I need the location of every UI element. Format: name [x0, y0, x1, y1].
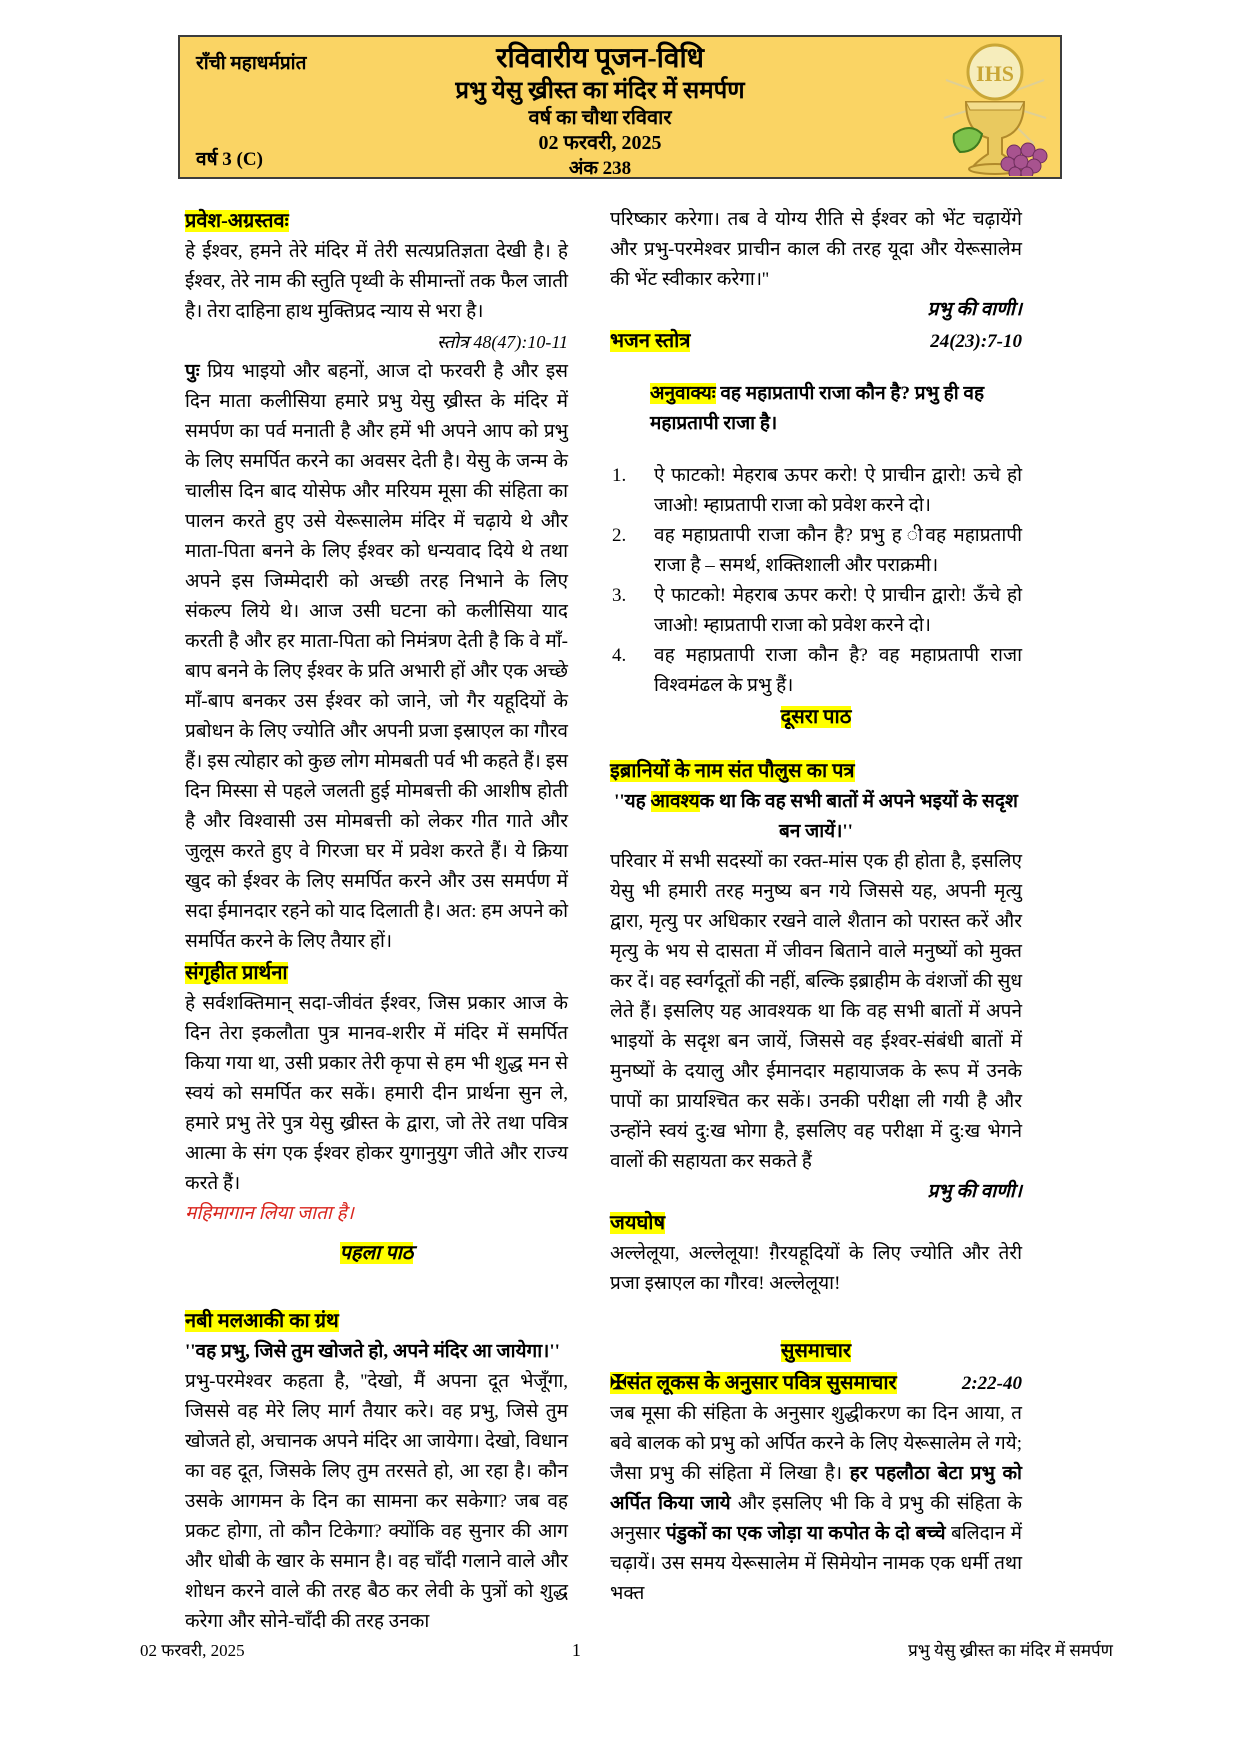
body-columns: [185, 205, 1022, 1637]
right-column: [610, 205, 1022, 1637]
footer-date: 02 फरवरी, 2025: [140, 1641, 245, 1660]
cross-icon: ✠: [610, 1372, 627, 1394]
gospel-segment: और इसलिए भी कि वे प्रभु की संहिता के अनुसार: [610, 1493, 1022, 1544]
page-footer: [140, 1638, 1113, 1661]
gospel-source: ✠संत लूकस के अनुसार पवित्र सुसमाचार: [610, 1372, 897, 1394]
masthead: [178, 35, 1062, 179]
entrance-antiphon-heading: प्रवेश-अग्रस्तवः: [185, 210, 289, 232]
first-reading-continuation: परिष्कार करेगा। तब वे योग्य रीति से ईश्वर को भेंट चढ़ायेंगे और प्रभु-परमेश्वर प्राचीन काल की तरह यूदा और येरूसालेम की भेंट स्वीकार करेगा।'': [610, 209, 1022, 290]
psalm-reference: 24(23):7-10: [930, 331, 1022, 352]
acclamation-heading: जयघोष: [610, 1212, 665, 1234]
feast-title: प्रभु येसु ख्रीस्त का मंदिर में समर्पण: [455, 78, 745, 104]
psalm-antiphon: अनुवाक्यः वह महाप्रतापी राजा कौन है? प्रभु ही वह महाप्रतापी राजा है।: [650, 383, 985, 434]
first-reading-source: नबी मलआकी का ग्रंथ: [185, 1310, 339, 1332]
gospel-segment-bold: हर पहलौठा बेटा प्रभु को अर्पित किया जाये: [610, 1463, 1022, 1514]
page-number: 1: [571, 1640, 581, 1660]
first-reading-text: प्रभु-परमेश्वर कहता है, ''देखो, मैं अपना दूत भेजूँगा, जिससे वह मेरे लिए मार्ग तैयार करे। वह प्रभु, जिसे तुम खोजते हो, अचानक अपने मंदिर आ जायेगा। देखो, विधान का वह दूत, जिसके लिए तुम तरसते हो, आ रहा है। कौन उसके आगमन के दिन का सामना कर सकेगा? जब वह प्रकट होगा, तो कौन टिकेगा? क्योंकि वह सुनार की आग और धोबी के खार के समान है। वह चाँदी गलाने वाले और शोधन करने वाले की तरह बैठ कर लेवी के पुत्रों को शुद्ध करेगा और सोने-चाँदी की तरह उनका: [185, 1371, 568, 1632]
entrance-antiphon-text: हे ईश्वर, हमने तेरे मंदिर में तेरी सत्यप्रतिज्ञता देखी है। हे ईश्वर, तेरे नाम की स्तुति पृथ्वी के सीमान्तों तक फैल जाती है। तेरा दाहिना हाथ मुक्तिप्रद न्याय से भरा है।: [185, 241, 568, 322]
first-reading-heading: पहला पाठ: [339, 1242, 414, 1264]
collect-text: हे सर्वशक्तिमान् सदा-जीवंत ईश्वर, जिस प्रकार आज के दिन तेरा इकलौता पुत्र मानव-शरीर में मंदिर में समर्पित किया गया था, उसी प्रकार तेरी कृपा से हम भी शुद्ध मन से स्वयं को समर्पित कर सकें। हमारी दीन प्रार्थना सुन ले, हमारे प्रभु तेरे पुत्र येसु ख्रीस्त के द्वारा, जो तेरे तथा पवित्र आत्मा के संग एक ईश्वर होकर युगानुयुग जीते और राज्य करते हैं।: [185, 993, 568, 1194]
sunday-label: वर्ष का चौथा रविवार: [528, 107, 672, 129]
gospel-reference: 2:22-40: [961, 1373, 1022, 1394]
gospel-segment: बलिदान में चढ़ायें। उस समय येरूसालेम में सिमेयोन नामक एक धर्मी तथा भक्त: [610, 1523, 1022, 1604]
gloria-rubric: महिमागान लिया जाता है।: [185, 1203, 354, 1224]
acclamation-text: अल्लेलूया, अल्लेलूया! ग़ैरयहूदियों के लिए ज्योति और तेरी प्रजा इस्राएल का गौरव! अल्लेलूया!: [610, 1243, 1022, 1294]
liturgical-year-label: वर्ष 3 (C): [196, 149, 263, 170]
priest-prefix: पुः: [185, 361, 200, 382]
chalice-host-icon: [936, 40, 1054, 176]
psalm-verse-list: [610, 461, 1022, 701]
entrance-antiphon-reference: स्तोत्र 48(47):10-11: [436, 332, 568, 352]
ihs-monogram: IHS: [976, 61, 1014, 86]
psalm-verse: वह महाप्रतापी राजा कौन है? प्रभु ह ीवह महाप्रतापी राजा है – समर्थ, शक्तिशाली और पराक्रमी।: [654, 525, 1022, 576]
masthead-center: [270, 41, 930, 181]
gospel-segment-bold: पंडुकों का एक जोड़ा या कपोत के दो बच्चे: [666, 1523, 946, 1544]
psalm-verse: ऐ फाटको! मेहराब ऊपर करो! ऐ प्राचीन द्वारो! ऊँचे हो जाओ! म्हाप्रतापी राजा को प्रवेश करने दो।: [654, 585, 1022, 636]
psalm-verse: ऐ फाटको! मेहराब ऊपर करो! ऐ प्राचीन द्वारो! ऊचे हो जाओ! म्हाप्रतापी राजा को प्रवेश करने दो।: [654, 465, 1022, 516]
second-reading-heading: दूसरा पाठ: [780, 706, 852, 728]
word-of-the-lord-1: प्रभु की वाणी।: [927, 299, 1022, 320]
second-reading-source: इब्रानियों के नाम संत पौलुस का पत्र: [610, 760, 855, 782]
word-of-the-lord-2: प्रभु की वाणी।: [927, 1181, 1022, 1202]
left-column: [185, 205, 568, 1637]
antiphon-label: अनुवाक्यः: [650, 383, 716, 404]
gospel-text: [610, 1399, 1022, 1609]
second-reading-quote: ''यह आवश्यक था कि वह सभी बातों में अपने भइयों के सदृश बन जायें।'': [614, 791, 1018, 842]
diocese-name: राँची महाधर्मप्रांत: [196, 53, 307, 74]
gospel-segment: जब मूसा की संहिता के अनुसार शुद्धीकरण का दिन आया, त बवे बालक को प्रभु को अर्पित करने के लिए येरूसालेम ले गये; जैसा प्रभु की संहिता में लिखा है।: [610, 1403, 1022, 1484]
psalm-heading: भजन स्तोत्र: [610, 330, 691, 352]
gospel-heading: सुसमाचार: [780, 1340, 852, 1362]
footer-title: प्रभु येसु ख्रीस्त का मंदिर में समर्पण: [908, 1641, 1113, 1660]
psalm-verse: वह महाप्रतापी राजा कौन है? वह महाप्रतापी राजा विश्वमंढल के प्रभु हैं।: [654, 645, 1022, 696]
collect-heading: संगृहीत प्रार्थना: [185, 962, 288, 984]
introduction-paragraph: पुः प्रिय भाइयो और बहनों, आज दो फरवरी है और इस दिन माता कलीसिया हमारे प्रभु येसु ख्रीस्त के मंदिर में समर्पण का पर्व मनाती है और हमें भी अपने आप को प्रभु के लिए समर्पित करने का अवसर देती है। येसु के जन्म के चालीस दिन बाद योसेफ और मरियम मूसा की संहिता का पालन करते हुए उसे येरूसालेम मंदिर में चढ़ाये थे और माता-पिता बनने के लिए ईश्वर को धन्यवाद दिये थे तथा अपने इस जिम्मेदारी को अच्छी तरह निभाने के लिए संकल्प लिये थे। आज उसी घटना को कलीसिया याद करती है और हर माता-पिता को निमंत्रण देती है कि वे माँ-बाप बनने के लिए ईश्वर के प्रति अभारी हों और एक अच्छे माँ-बाप बनकर उस ईश्वर को जाने, जो गैर यहूदियों के प्रबोधन के लिए ज्योति और अपनी प्रजा इस्राएल का गौरव हैं। इस त्योहार को कुछ लोग मोमबती पर्व भी कहते हैं। इस दिन मिस्सा से पहले जलती हुई मोमबत्ती की आशीष होती है और विश्वासी उस मोमबत्ती को लेकर गीत गाते और जुलूस करते हुए वे गिरजा घर में प्रवेश करते हैं। ये क्रिया खुद को ईश्वर के लिए समर्पित करने और उस समर्पण में सदा ईमानदार रहने को याद दिलाती है। अत: हम अपने को समर्पित करने के लिए तैयार हों।: [185, 361, 568, 952]
page-title: रविवारीय पूजन-विधि: [496, 43, 704, 74]
issue-date: 02 फरवरी, 2025: [538, 132, 662, 154]
issue-number: अंक 238: [568, 158, 632, 179]
second-reading-text: परिवार में सभी सदस्यों का रक्त-मांस एक ही होता है, इसलिए येसु भी हमारी तरह मनुष्य बन गये जिससे यह, अपनी मृत्यु द्वारा, मृत्यु पर अधिकार रखने वाले शैतान को परास्त करें और मृत्यु के भय से दासता में जीवन बिताने वाले मनुष्यों को मुक्त कर दें। वह स्वर्गदूतों की नहीं, बल्कि इब्राहीम के वंशजों की सुध लेते हैं। इसलिए यह आवश्यक था कि वह सभी बातों में अपने भाइयों के सदृश बन जायें, जिससे वह ईश्वर-संबंधी बातों में मुनष्यों के दयालु और ईमानदार महायाजक के रूप में उनके पापों का प्रायश्चित कर सकें। उनकी परीक्षा ली गयी है और उन्होंने स्वयं दु:ख भोगा है, इसलिए वह परीक्षा में दु:ख भेगने वालों की सहायता कर सकते हैं: [610, 851, 1022, 1172]
gospel-source-row: [610, 1367, 1022, 1399]
psalm-heading-row: [610, 325, 1022, 357]
first-reading-quote: ''वह प्रभु, जिसे तुम खोजते हो, अपने मंदिर आ जायेगा।'': [185, 1341, 560, 1362]
